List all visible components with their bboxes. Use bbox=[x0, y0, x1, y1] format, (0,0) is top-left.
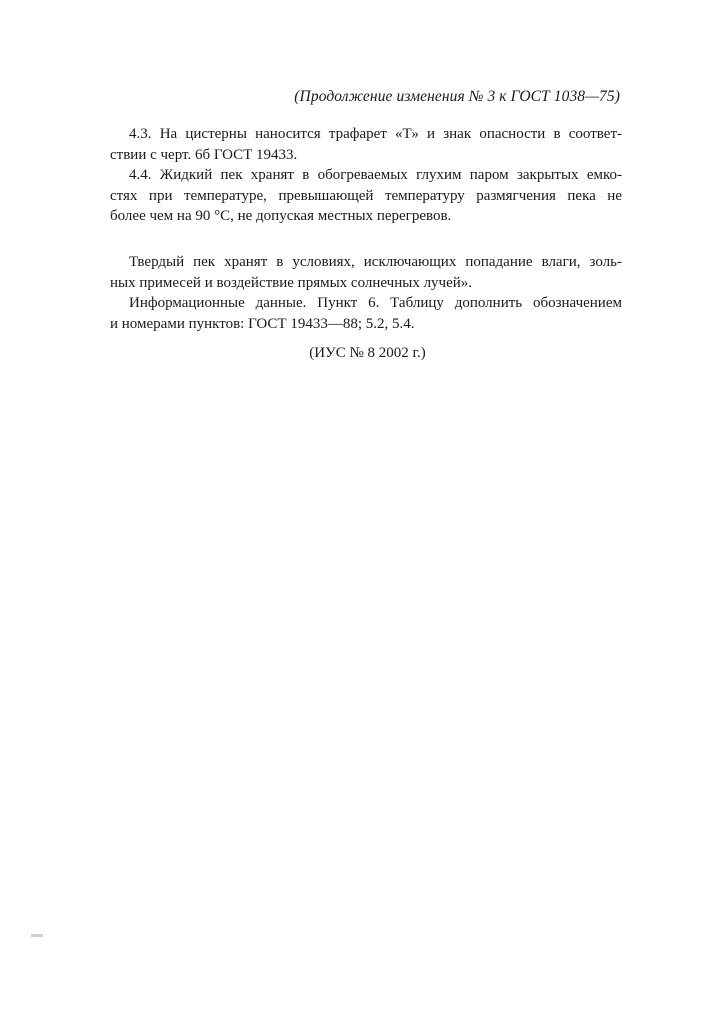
paragraph-solid-pitch bbox=[110, 252, 622, 293]
text-line: более чем на 90 °С, не допуская местных перегревов. bbox=[110, 208, 452, 224]
text-block-top bbox=[110, 124, 622, 227]
scan-mark bbox=[31, 934, 43, 937]
text-block-bottom bbox=[110, 252, 622, 334]
text-line: стях при температуре, превышающей температуру размягчения пека не bbox=[110, 187, 622, 204]
source-reference: (ИУС № 8 2002 г.) bbox=[309, 345, 426, 361]
paragraph-4-4 bbox=[110, 165, 622, 227]
text-line: 4.3. На цистерны наносится трафарет «Т» и знак опасности в соответ- bbox=[129, 126, 622, 142]
text-line: ствии с черт. 6б ГОСТ 19433. bbox=[110, 146, 298, 163]
text-line: 4.4. Жидкий пек хранят в обогреваемых глухим паром закрытых емко- bbox=[129, 167, 622, 183]
paragraph-info-data bbox=[110, 293, 622, 334]
text-line: Твердый пек хранят в условиях, исключающих попадание влаги, золь- bbox=[129, 254, 622, 270]
continuation-header: (Продолжение изменения № 3 к ГОСТ 1038—75) bbox=[294, 88, 620, 105]
text-line: ных примесей и воздействие прямых солнечных лучей». bbox=[110, 274, 473, 291]
text-line: и номерами пунктов: ГОСТ 19433—88; 5.2, 5.4. bbox=[110, 315, 415, 332]
text-line: Информационные данные. Пункт 6. Таблицу дополнить обозначением bbox=[129, 295, 622, 311]
paragraph-4-3 bbox=[110, 124, 622, 165]
